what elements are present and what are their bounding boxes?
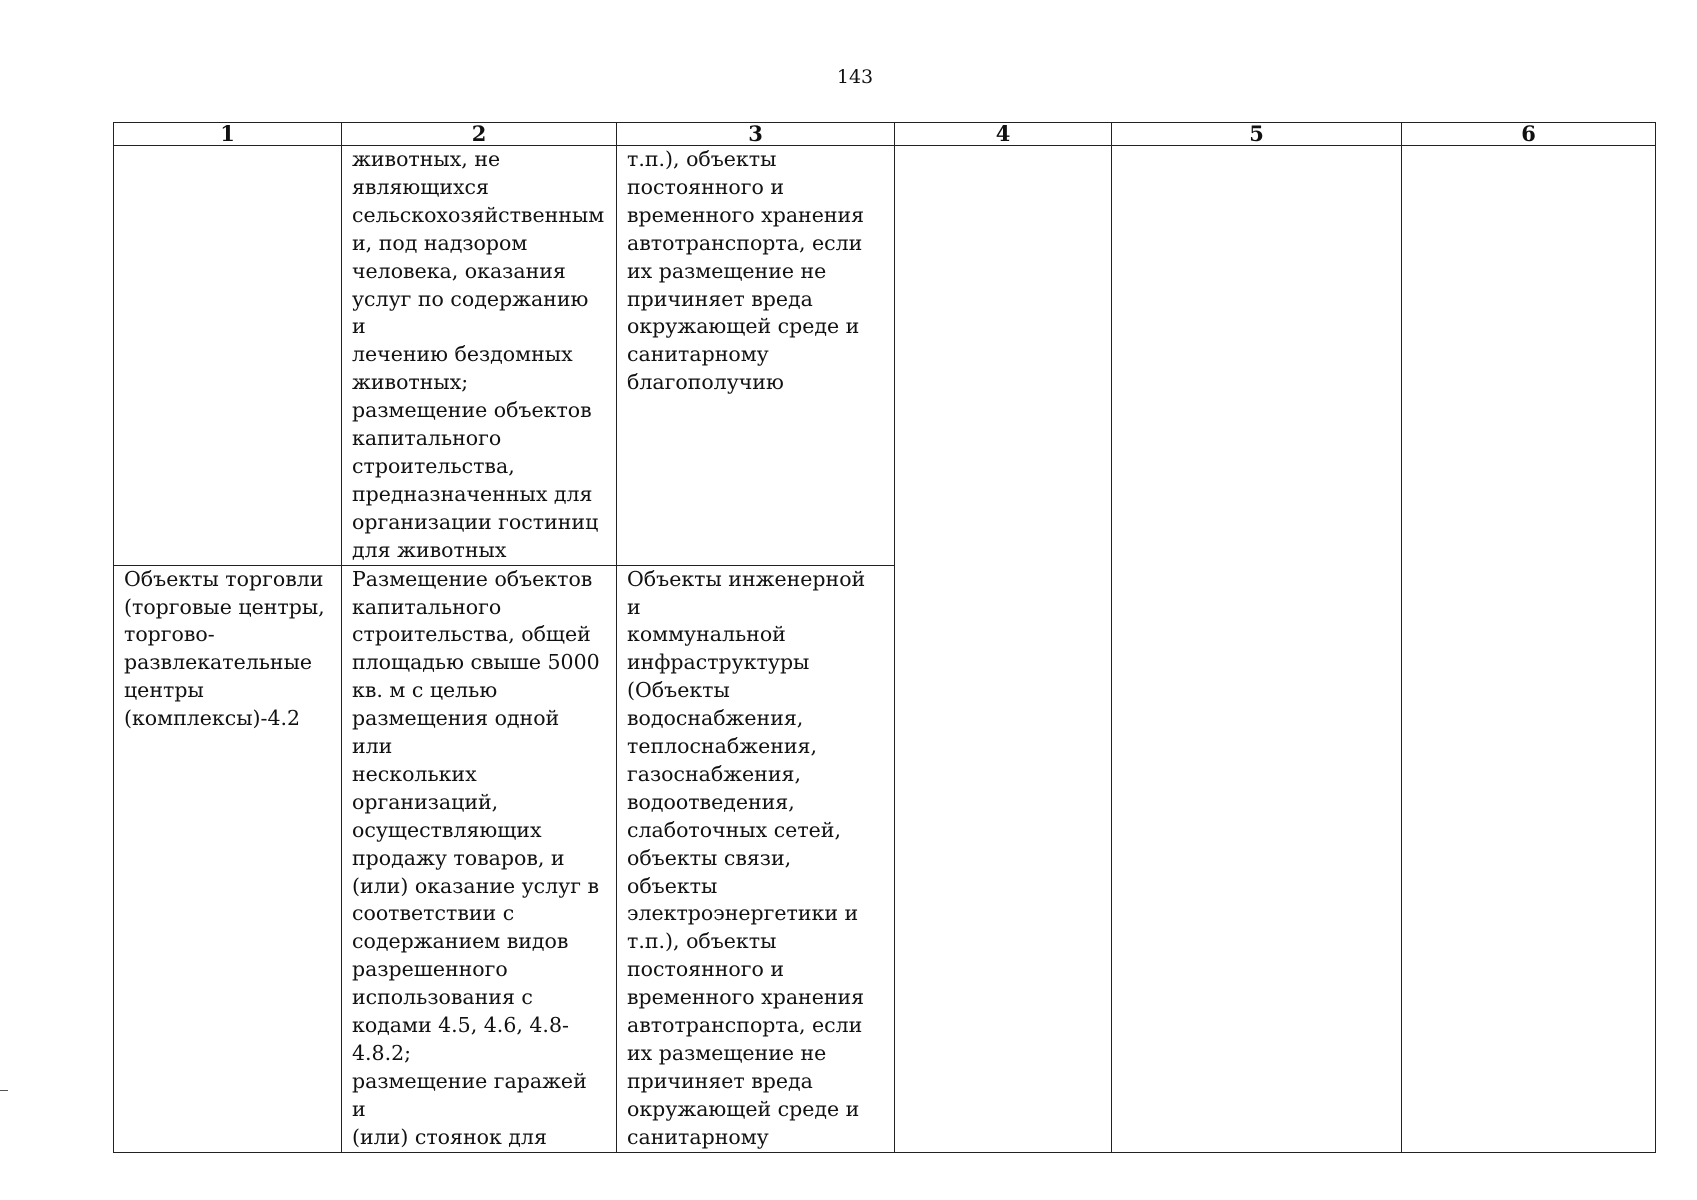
table-cell-col4-merged [895,146,1112,1153]
cell-text: Объекты инженерной и коммунальной инфраструктуры (Объекты водоснабжения, теплоснабжения, газоснабжения, водоотведения, слаботочных сетей, объекты связи, объекты электроэнергетики и т.п.), объекты постоянного и временного хранения автотранспорта, если их размещение не причиняет вреда окружающей среде и санитарному [627,566,866,1149]
table-cell-row1-col3 [617,146,895,566]
header-row [114,123,1656,146]
cell-text: Объекты торговли (торговые центры, торгово- развлекательные центры (комплексы)-4.2 [124,566,325,731]
table-cell-row2-col1 [114,565,342,1152]
cell-text: Размещение объектов капитального строительства, общей площадью свыше 5000 кв. м с целью размещения одной или нескольких организаций, осуществляющих продажу товаров, и (или) оказание услуг в соответствии с содержанием видов разрешенного использования с кодами 4.5, 4.6, 4.8- 4.8.2; размещение гаражей и (или) стоянок для [352,566,600,1149]
table-header [114,123,1656,146]
column-header-1: 1 [114,123,342,146]
column-header-6: 6 [1402,123,1656,146]
column-header-4: 4 [895,123,1112,146]
column-header-5: 5 [1112,123,1402,146]
table-cell-col5-merged [1112,146,1402,1153]
table-cell-row2-col2 [342,565,617,1152]
cell-text: животных, не являющихся сельскохозяйственным и, под надзором человека, оказания услуг по содержанию и лечению бездомных животных; размещение объектов капитального строительства, предназначенных для организации гостиниц для животных [352,147,605,562]
column-header-3: 3 [617,123,895,146]
column-header-2: 2 [342,123,617,146]
table-cell-row2-col3 [617,565,895,1152]
cell-text: т.п.), объекты постоянного и временного хранения автотранспорта, если их размещение не причиняет вреда окружающей среде и санитарному благополучию [627,147,865,395]
page-number: 143 [836,66,874,88]
table-cell-row1-col1 [114,146,342,566]
table-cell-col6-merged [1402,146,1656,1153]
table-cell-row1-col2 [342,146,617,566]
zoning-table [113,122,1656,1153]
margin-mark [0,1090,8,1091]
table-row [114,146,1656,566]
